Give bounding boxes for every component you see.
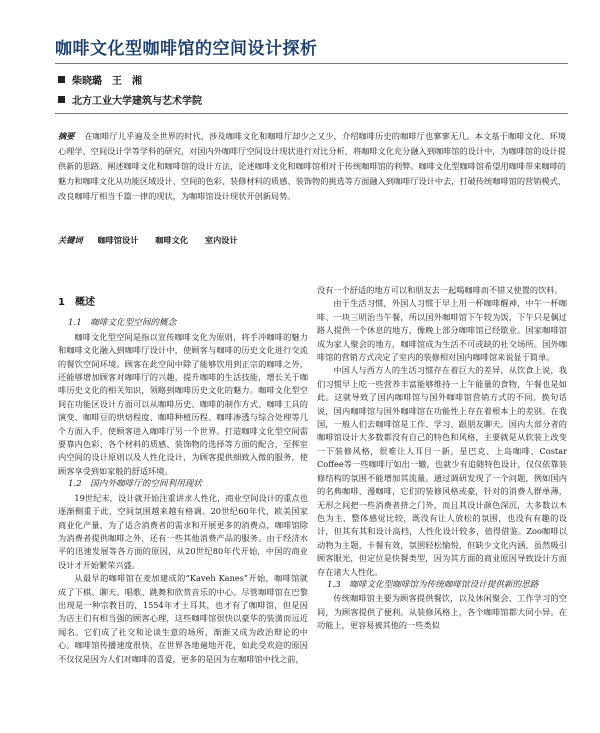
keyword: 咖啡文化 <box>155 235 189 245</box>
header-rule <box>55 113 568 114</box>
subsection-heading: 1.1 咖啡文化型空间的概念 <box>68 318 177 329</box>
author-line <box>58 72 142 87</box>
paragraph: 中国人与西方人的生活习惯存在着巨大的差异，从饮食上说，我们习惯早上吃一些营养丰富能够维持一上午能量的食物，午餐也是如此。这就导致了国内咖啡馆与国外咖啡馆营销方式的不同。换句话说，国内咖啡馆与国外咖啡馆在功能性上存在着根本上的差别。在我国，一般人们去咖啡馆是工作、学习、跟朋友聊天。国内大部分者的咖啡馆设计大多数都没有自己的特色和风格，主要就是从软装上改变一下装修风格，很难让人耳目一新，星巴克、上岛咖啡、Costar Coffee等一些咖啡厅如出一辙，也就少有追随特色设计，仅仅依靠装修结构的氛围不能增加其流量。通过调研发现了一个问题，例如国内的名典咖啡、漫咖啡，它们的装修风格或豪，针对的消费人群单薄，无形之间把一些消费者挤之门外，而且其设计颜色深沉，大多数以木色为主，整体感觉比较，既没有让人放松的氛围，也没有有趣的设计，但其有其和设计高档，人性化设计较多，值得借鉴。Zoo咖啡以动物为主题，卡餐有效，氛围轻松愉悦，但缺少文化内涵，虽然吸引顾客眼光，但定位是快餐类型，因为其方面的商业原因导致设计方面存在诸大人性化。 <box>317 365 567 577</box>
bullet-square-icon <box>58 96 65 103</box>
authors: 柴晓璐 王 湘 <box>72 76 142 87</box>
title-rule <box>55 63 568 64</box>
paragraph: 没有一个舒适的地方可以和朋友去一起喝咖啡而不错又使置的饮料。 <box>317 285 563 295</box>
affiliation-line <box>58 92 202 107</box>
bullet-square-icon <box>58 76 65 83</box>
paragraph: 从最早的咖啡馆在麦加建成的“Kaveh Kanes”开始，咖啡馆就成了下棋、聊天、唱歌、跳舞和欣赏音乐的中心。尽管咖啡馆在巴黎出现是一种宗教目的，1554年才土耳其，也才有了咖啡馆，但是因为店主们有相当强的顾客心理，这些咖啡馆很快以豪华的装潢而远近闻名。它们成了社交和论谈生意的场所，渐渐又成为政治辩论的中心。咖啡馆传播速度很快，在世界各地遍地开花，如此受欢迎的原因不仅仅是因为人们对咖啡的喜爱，更多的是因为在咖啡馆中找之前， <box>58 573 308 664</box>
subsection-heading: 1.3 咖啡文化型咖啡馆为传统咖啡馆设计提供新的思路 <box>327 579 539 590</box>
paragraph: 19世纪末，设计就开始注重讲求人性化，商业空间设计的重点也逐渐侧重于此，空间氛围越来越有格调。20世纪60年代，欧美国家商业化产量，为了适合消费者的需求和开展更多的消费点，咖啡馆除为消费者提供咖啡之外，还有一些其他消费产品的服务。由于经济水平的迅速发展等各方面的原因，从20世纪80年代开始，中国的商业设计才开始繁荣兴盛。 <box>58 492 308 570</box>
paragraph: 咖啡文化型空间是指以宣传咖啡文化为原则，将手冲咖啡的魅力和咖啡文化融入到咖啡厅设计中，使顾客与咖啡的历史文化进行交流的餐饮空间环境。顾客在此空间中除了能够饮用到正宗的咖啡之外，还能够增加顾客对咖啡厅的兴趣，提升咖啡的生活技能，增长关于咖啡历史文化的相关知识，领略到咖啡历史文化的魅力。咖啡文化型空间在功能区设计方面可以从咖啡历史、咖啡的制作方式、咖啡工具的演变、咖啡豆的烘焙程度、咖啡种植历程、咖啡渗透与综合处理等几个方面入手，使顾客进入咖啡厅另一个世界。打造咖啡文化型空间需要靠内色彩、各个材料的质感、装饰物的选择等方面的配合，至挥室内空间的设计原则以及人性化设计，为顾客提供细致入微的服务，使顾客享受到如家般的舒适环境。 <box>58 331 308 476</box>
paragraph: 传统咖啡馆主要为顾客提供餐饮，以及休闲聚会、工作学习的空间，为顾客提供了便利。从装修风格上，各个咖啡馆都大同小异。在功能上，更容易被其他的一些类似 <box>317 593 567 631</box>
keyword: 咖啡馆设计 <box>97 235 139 245</box>
affiliation: 北方工业大学建筑与艺术学院 <box>72 96 202 107</box>
left-column <box>58 296 308 724</box>
keyword: 室内设计 <box>204 235 238 245</box>
keywords-label: 关键词 <box>58 235 83 245</box>
section-heading: 1 概述 <box>58 297 95 308</box>
subsection-heading: 1.2 国内外咖啡厅的空间利用现状 <box>68 479 202 490</box>
paragraph: 由于生活习惯，外国人习惯于早上用一杯咖啡醒神，中午一杯咖啡、一块三明治当午餐，所以国外咖啡馆下午较为饭，下午只是偶过路人提供一个休息的地方，像晚上部分咖啡馆已经歇业。国家咖啡馆成为家人聚会的地方，咖啡馆成为生活不可或缺的社交场所。国外咖啡馆的营销方式决定了室内的装修相对国内咖啡馆来说显于简单。 <box>317 298 567 363</box>
abstract-label: 摘要 <box>58 131 75 141</box>
abstract <box>58 129 566 204</box>
abstract-text: 在咖啡厅儿乎遍及全世界的时代，涉及咖啡文化和咖啡厅却少之又少，介绍咖啡历史的咖啡厅也寥寥无几。本文基于咖啡文化、环境心理学、空间设计学等学科的研究，对国内外咖啡厅空间设计现状进行对比分析，将咖啡文化充分融入到咖啡馆的设计中，为咖啡馆的设计提供新的思路。阐述咖啡文化和咖啡馆的设计方法，论述咖啡文化和咖啡馆相对于传统咖啡馆的利弊。咖啡文化型咖啡馆希望用咖啡带来咖啡的魅力和咖啡文化从功能区域设计、空间的色彩、装修材料的质感、装饰物的挑选等方面融入到咖啡厅设计中去，打破传统咖啡馆的营销模式，改良咖啡厅相当千篇一律的现状，为咖啡馆设计现状开创新局势。 <box>58 131 566 201</box>
paper-title: 咖啡文化型咖啡馆的空间设计探析 <box>55 39 318 59</box>
right-column <box>317 284 567 724</box>
keywords <box>58 235 252 246</box>
